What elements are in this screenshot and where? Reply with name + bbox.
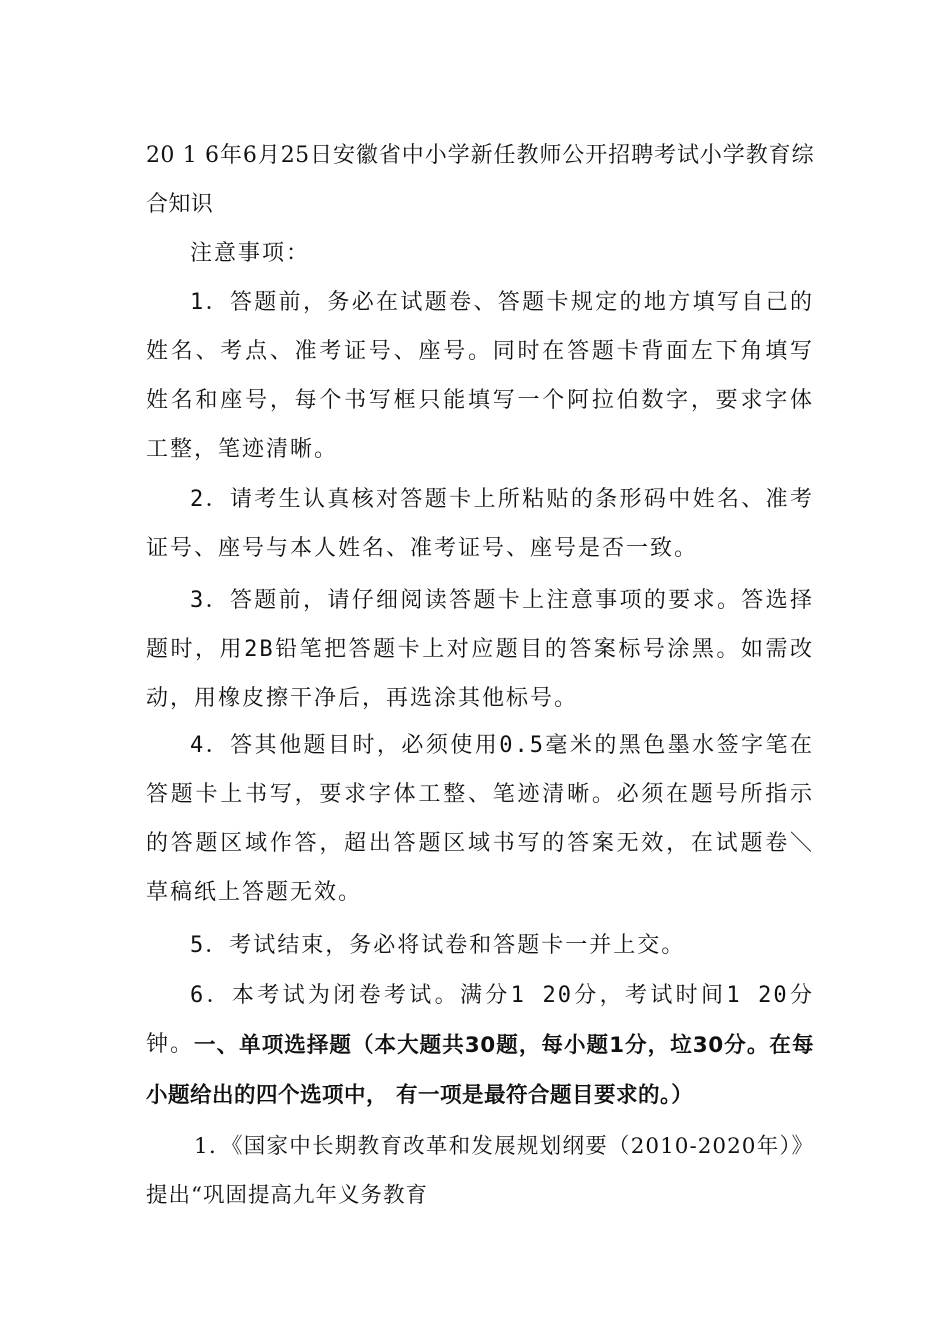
- notice-item-5: 5．考试结束，务必将试卷和答题卡一并上交。: [190, 933, 686, 958]
- notice-heading: 注意事项：: [190, 241, 311, 266]
- notice-item-6: 6．本考试为闭卷考试。满分1 20分，考试时间1 20分钟。: [146, 983, 814, 1057]
- notice-item-1: 1．答题前，务必在试题卷、答题卡规定的地方填写自己的姓名、考点、准考证号、座号。同时在答题卡背面左下角填写姓名和座号，每个书写框只能填写一个阿拉伯数字，要求字体工整，笔迹清晰。: [146, 290, 814, 462]
- notice-item-4: 4．答其他题目时，必须使用0.5毫米的黑色墨水签字笔在答题卡上书写，要求字体工整、笔迹清晰。必须在题号所指示的答题区域作答，超出答题区域书写的答案无效，在试题卷＼草稿纸上答题无效。: [146, 733, 814, 905]
- notice-item-3: 3．答题前，请仔细阅读答题卡上注意事项的要求。答选择题时，用2B铅笔把答题卡上对应题目的答案标号涂黑。如需改动，用橡皮擦干净后，再选涂其他标号。: [146, 588, 814, 711]
- question-1: 1．《国家中长期教育改革和发展规划纲要（2010-2020年）》提出“巩固提高九年义务教育: [146, 1134, 814, 1208]
- notice-item-2: 2．请考生认真核对答题卡上所粘贴的条形码中姓名、准考证号、座号与本人姓名、准考证号、座号是否一致。: [146, 487, 814, 561]
- document-title: 20 1 6年6月25日安徽省中小学新任教师公开招聘考试小学教育综合知识: [146, 143, 814, 217]
- section-heading-single-choice: 一、单项选择题（本大题共30题，每小题1分，垃30分。在每小题给出的四个选项中， 有一项是最符合题目要求的。）: [146, 1033, 814, 1108]
